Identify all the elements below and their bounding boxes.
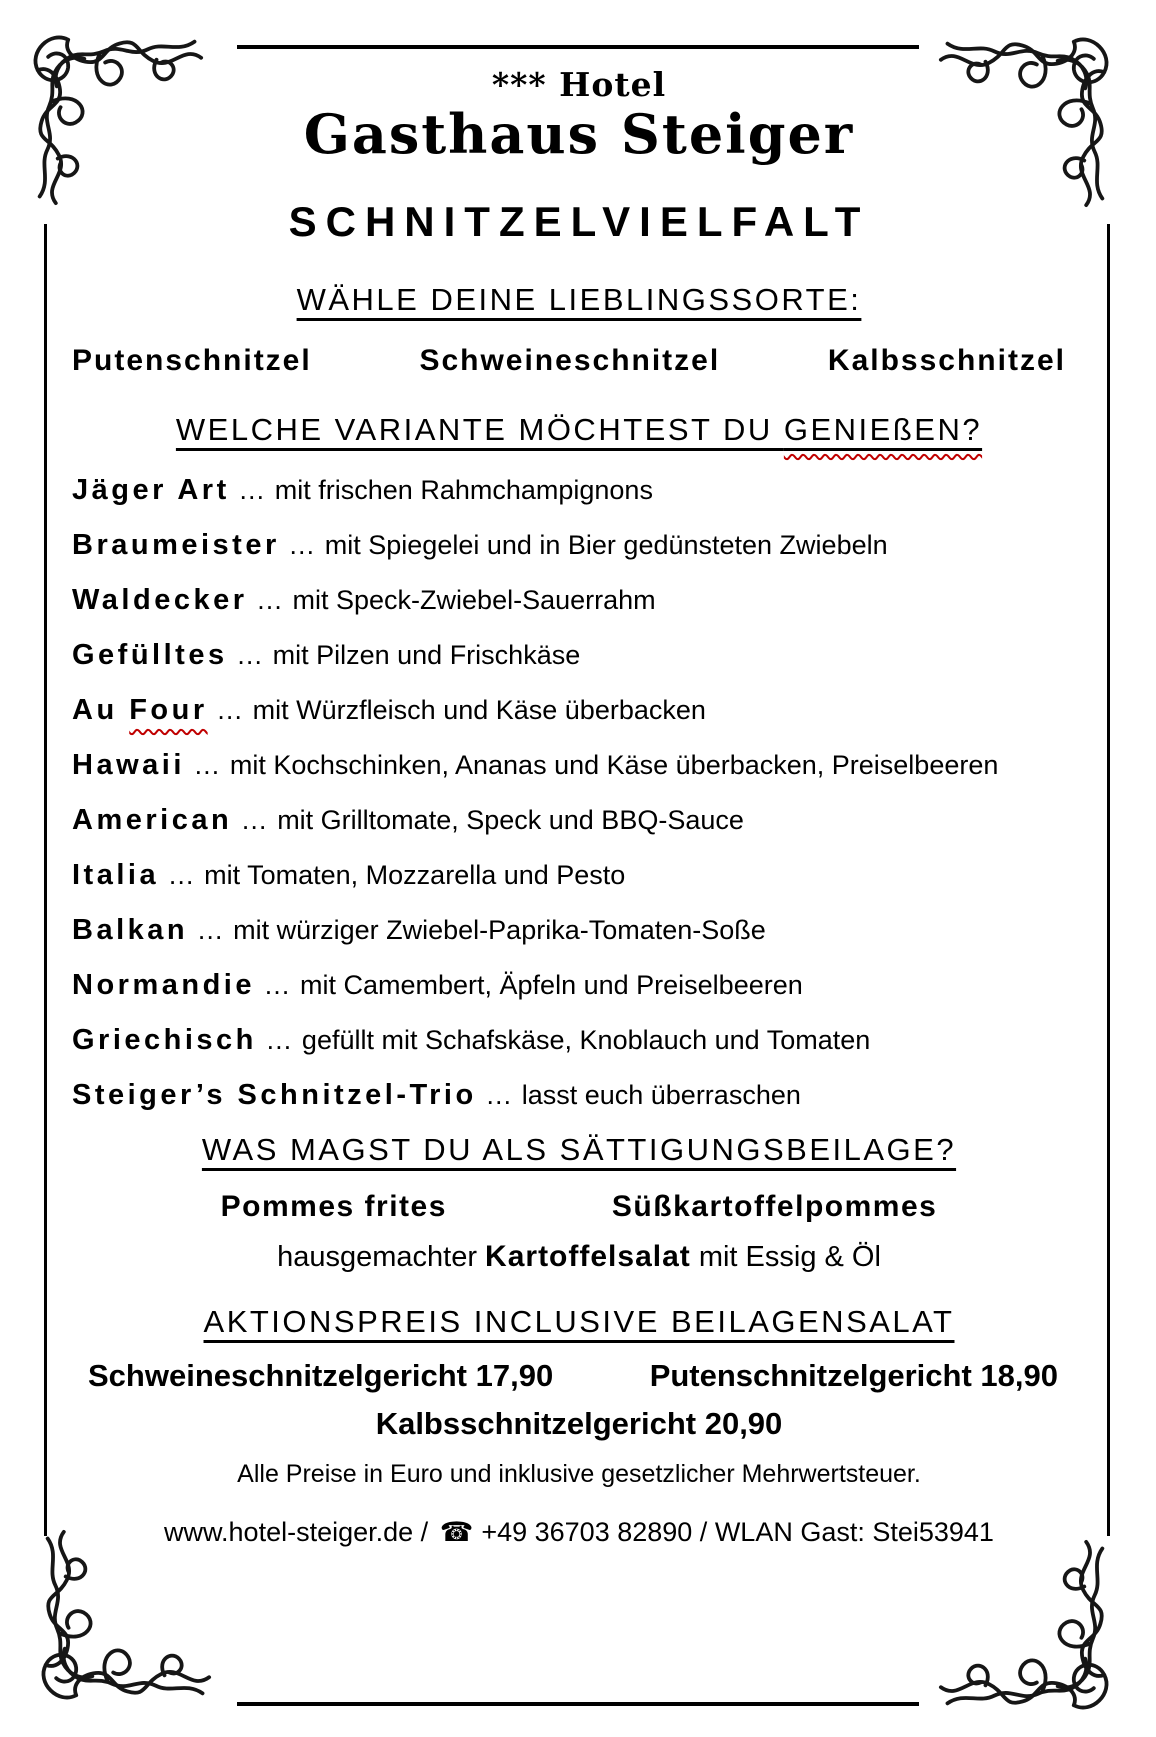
variant-list: [72, 472, 1086, 1114]
menu-item-description: mit Pilzen und Frischkäse: [272, 640, 581, 671]
contact-line: [72, 1517, 1086, 1548]
menu-item-separator: …: [254, 970, 300, 1001]
menu-item: [72, 527, 1086, 564]
menu-item-separator: …: [232, 805, 278, 836]
hotel-header: [72, 66, 1086, 164]
menu-item-separator: …: [207, 695, 253, 726]
menu-item-separator: …: [476, 1080, 522, 1111]
menu-item-name: Normandie: [72, 969, 255, 1002]
menu-item-description: mit Grilltomate, Speck und BBQ-Sauce: [277, 805, 744, 836]
hotel-stars: ***: [491, 65, 547, 104]
menu-item-separator: …: [279, 530, 325, 561]
menu-item-description: mit frischen Rahmchampignons: [274, 475, 653, 506]
spellcheck-underline: GENIEßEN?: [783, 412, 983, 448]
salat-post: mit Essig & Öl: [690, 1241, 881, 1274]
price-item: Schweineschnitzelgericht 17,90: [88, 1358, 554, 1394]
wlan-info: WLAN Gast: Stei53941: [714, 1517, 994, 1548]
menu-item-name: Steiger’s Schnitzel-Trio: [72, 1079, 477, 1112]
phone-icon: ☎: [439, 1517, 474, 1549]
menu-item-description: mit Camembert, Äpfeln und Preiselbeeren: [300, 970, 803, 1001]
website-text: www.hotel-steiger.de: [164, 1517, 414, 1548]
menu-item: [72, 637, 1086, 674]
beilage-option: Süßkartoffelpommes: [611, 1190, 938, 1224]
hotel-prefix: Hotel: [559, 65, 667, 104]
kartoffelsalat-line: [72, 1240, 1086, 1274]
menu-content: [72, 0, 1086, 1548]
salat-bold: Kartoffelsalat: [485, 1240, 691, 1274]
menu-item-separator: …: [159, 860, 205, 891]
menu-item-separator: …: [184, 750, 230, 781]
menu-item: [72, 912, 1086, 949]
menu-item-description: mit würziger Zwiebel-Paprika-Tomaten-Soße: [233, 915, 766, 946]
menu-item-description: gefüllt mit Schafskäse, Knoblauch und Tomaten: [301, 1025, 871, 1056]
right-border-line: [1107, 224, 1110, 1536]
menu-item: [72, 802, 1086, 839]
heading-variante: [72, 412, 1086, 448]
menu-item-name: Italia: [72, 859, 160, 892]
menu-item: [72, 747, 1086, 784]
salat-pre: hausgemachter: [277, 1241, 486, 1274]
menu-item-name: Braumeister: [72, 529, 280, 562]
page-title: SCHNITZELVIELFALT: [288, 198, 870, 246]
menu-item: [72, 582, 1086, 619]
heading-lieblingssorte: WÄHLE DEINE LIEBLINGSSORTE:: [296, 282, 862, 318]
menu-item: [72, 472, 1086, 509]
price-row-center: [72, 1406, 1086, 1442]
heading-beilage: WAS MAGST DU ALS SÄTTIGUNGSBEILAGE?: [201, 1132, 957, 1168]
heading-variante-text: WELCHE VARIANTE MÖCHTEST DU: [175, 412, 784, 448]
prices-row: [72, 1358, 1086, 1394]
menu-item-separator: …: [188, 915, 234, 946]
menu-item-description: mit Speck-Zwiebel-Sauerrahm: [292, 585, 656, 616]
sorte-options-row: [72, 344, 1086, 378]
spellcheck-underline: Four: [129, 694, 208, 727]
menu-item-separator: …: [227, 640, 273, 671]
menu-item-separator: …: [229, 475, 275, 506]
menu-item-description: mit Kochschinken, Ananas und Käse überbacken, Preiselbeeren: [229, 750, 999, 781]
menu-item-name: Gefülltes: [72, 639, 228, 672]
menu-item: [72, 857, 1086, 894]
bottom-rule: [237, 1702, 919, 1706]
sorte-option: Putenschnitzel: [72, 344, 312, 378]
beilage-options-row: [72, 1190, 1086, 1224]
menu-item: [72, 692, 1086, 729]
price-item: Putenschnitzelgericht 18,90: [649, 1358, 1058, 1394]
corner-flourish-bottom-right: [938, 1539, 1128, 1729]
price-item: Kalbsschnitzelgericht 20,90: [375, 1406, 783, 1442]
phone-number: +49 36703 82890: [481, 1517, 693, 1548]
beilage-option: Pommes frites: [220, 1190, 447, 1224]
heading-aktionspreis: AKTIONSPREIS INCLUSIVE BEILAGENSALAT: [203, 1304, 955, 1340]
menu-item-separator: …: [247, 585, 293, 616]
left-border-line: [44, 224, 47, 1536]
corner-flourish-bottom-left: [22, 1529, 212, 1719]
menu-item-name: Griechisch: [72, 1024, 257, 1057]
menu-item-separator: …: [256, 1025, 302, 1056]
menu-item-name: Jäger Art: [72, 474, 230, 507]
menu-item: [72, 1077, 1086, 1114]
separator: /: [692, 1517, 715, 1548]
tax-note: Alle Preise in Euro und inklusive gesetzlicher Mehrwertsteuer.: [237, 1460, 921, 1489]
menu-item: [72, 967, 1086, 1004]
menu-item-name: Balkan: [72, 914, 189, 947]
separator: /: [413, 1517, 436, 1548]
menu-item-name: American: [72, 804, 233, 837]
menu-item: [72, 1022, 1086, 1059]
menu-item-name: Au Four: [72, 694, 208, 727]
hotel-name: Gasthaus Steiger: [303, 101, 855, 166]
hotel-header-top: [72, 66, 1086, 104]
menu-item-description: lasst euch überraschen: [521, 1080, 801, 1111]
menu-item-name: Hawaii: [72, 749, 185, 782]
sorte-option: Kalbsschnitzel: [827, 344, 1066, 378]
menu-item-name: Waldecker: [72, 584, 248, 617]
menu-item-description: mit Spiegelei und in Bier gedünsteten Zwiebeln: [324, 530, 888, 561]
menu-item-description: mit Tomaten, Mozzarella und Pesto: [204, 860, 626, 891]
menu-item-description: mit Würzfleisch und Käse überbacken: [252, 695, 706, 726]
sorte-option: Schweineschnitzel: [419, 344, 721, 378]
